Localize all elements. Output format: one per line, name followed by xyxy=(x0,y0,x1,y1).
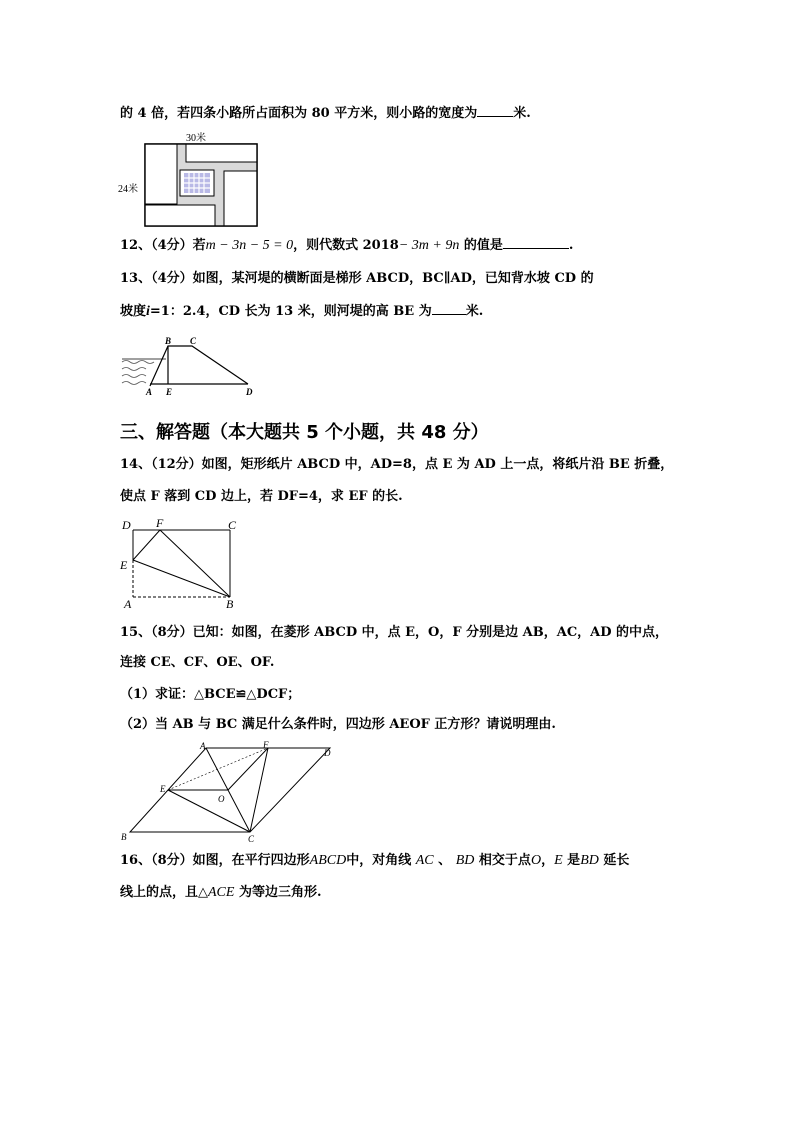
q16-line2-a: 线上的点，且△ xyxy=(120,885,208,900)
label-O: O xyxy=(218,794,225,804)
q13-line2-a: 坡度 xyxy=(120,304,147,319)
q12-expression: − 3m + 9n xyxy=(398,238,460,253)
q13-line1: 13、（4分）如图，某河堤的横断面是梯形 ABCD，BC∥AD，已知背水坡 CD 的 xyxy=(120,271,594,286)
q11-prefix: 的 4 倍，若四条小路所占面积为 80 平方米，则小路的宽度为 xyxy=(120,106,478,121)
q16-g: 延长 xyxy=(603,853,630,868)
q11-left-label: 24米 xyxy=(118,184,138,195)
label-A: A xyxy=(146,387,153,397)
q12-blank xyxy=(503,236,569,249)
q13-end: 米. xyxy=(465,304,484,319)
q16-a: 16、（8分）如图，在平行四边形 xyxy=(120,853,310,868)
plot-topleft xyxy=(145,144,177,204)
q15-figure xyxy=(118,740,348,844)
q15-line2: 连接 CE、CF、OE、OF. xyxy=(120,655,275,670)
q11-blank xyxy=(477,104,513,117)
q12-label: 12、（4分）若 xyxy=(120,238,206,253)
q16-line2 xyxy=(120,884,322,902)
q12-equation: m − 3n − 5 = 0 xyxy=(205,238,294,253)
q16-o: O xyxy=(530,853,542,868)
label-B: B xyxy=(226,597,234,611)
q12-text xyxy=(120,236,573,255)
q16-c: 、 xyxy=(438,853,452,868)
q14-line1: 14、（12分）如图，矩形纸片 ABCD 中，AD=8，点 E 为 AD 上一点，将纸片沿 BE 折叠， xyxy=(120,457,674,472)
label-F: F xyxy=(156,516,164,530)
q12-mid: ，则代数式 2018 xyxy=(293,238,399,253)
label-E: E xyxy=(120,558,128,572)
q16-b: 中，对角线 xyxy=(346,853,412,868)
q11-figure xyxy=(118,130,268,230)
q15-line4: （2）当 AB 与 BC 满足什么条件时，四边形 AEOF 正方形？请说明理由. xyxy=(120,717,556,732)
label-D: D xyxy=(246,387,253,397)
label-A: A xyxy=(124,597,132,611)
water-hatch xyxy=(122,361,154,385)
q16-point-e: E xyxy=(554,853,563,868)
trapezoid xyxy=(150,346,248,386)
seg-cf xyxy=(250,748,268,832)
q14-line2: 使点 F 落到 CD 边上，若 DF=4，求 EF 的长. xyxy=(120,489,403,504)
label-C: C xyxy=(248,834,255,844)
q11-suffix: 米. xyxy=(513,106,531,121)
section-title: 三、解答题（本大题共 5 个小题，共 48 分） xyxy=(120,422,489,443)
q16-abcd: ABCD xyxy=(309,853,347,868)
q11-top-label: 30米 xyxy=(186,133,206,144)
seg-fb xyxy=(160,530,230,597)
q16-line1 xyxy=(120,852,629,870)
label-F: F xyxy=(263,740,269,750)
label-D: D xyxy=(324,748,331,758)
label-B: B xyxy=(165,336,172,346)
label-D: D xyxy=(122,518,131,532)
q16-ac: AC xyxy=(415,853,434,868)
q12-suffix: 的值是 xyxy=(463,238,503,253)
q14-figure xyxy=(118,515,248,611)
plot-topright xyxy=(186,144,257,162)
q15-line1: 15、（8分）已知：如图，在菱形 ABCD 中，点 E，O，F 分别是边 AB，AC，AD 的中点， xyxy=(120,625,669,640)
plot-bottomleft xyxy=(145,205,215,226)
q16-ace: ACE xyxy=(208,885,235,900)
seg-ef xyxy=(133,530,160,560)
label-E: E xyxy=(166,387,173,397)
q11-text xyxy=(120,104,531,123)
q13-figure xyxy=(118,334,263,398)
label-C: C xyxy=(228,518,237,532)
q16-f: 是 xyxy=(567,853,581,868)
q16-bd: BD xyxy=(455,853,475,868)
q16-d: 相交于点 xyxy=(478,853,531,868)
q15-line3: （1）求证：△BCE≌△DCF； xyxy=(120,687,301,702)
seg-ce xyxy=(168,790,250,832)
q16-line2-b: 为等边三角形. xyxy=(238,885,322,900)
seg-of xyxy=(228,748,268,790)
seg-eb xyxy=(133,560,230,597)
label-C: C xyxy=(190,336,197,346)
q12-end: . xyxy=(568,238,574,253)
label-E: E xyxy=(160,784,166,794)
q13-blank xyxy=(432,302,466,315)
label-A: A xyxy=(200,741,206,751)
plot-bottomright xyxy=(224,171,257,226)
seg-ef-dashed xyxy=(168,748,268,790)
label-B: B xyxy=(121,832,127,842)
q16-bd2: BD xyxy=(580,853,599,868)
q13-i: i xyxy=(146,304,150,319)
q13-line2-b: =1：2.4，CD 长为 13 米，则河堤的高 BE 为 xyxy=(149,304,432,319)
q13-line2 xyxy=(120,302,483,321)
q16-e: ， xyxy=(541,853,555,868)
